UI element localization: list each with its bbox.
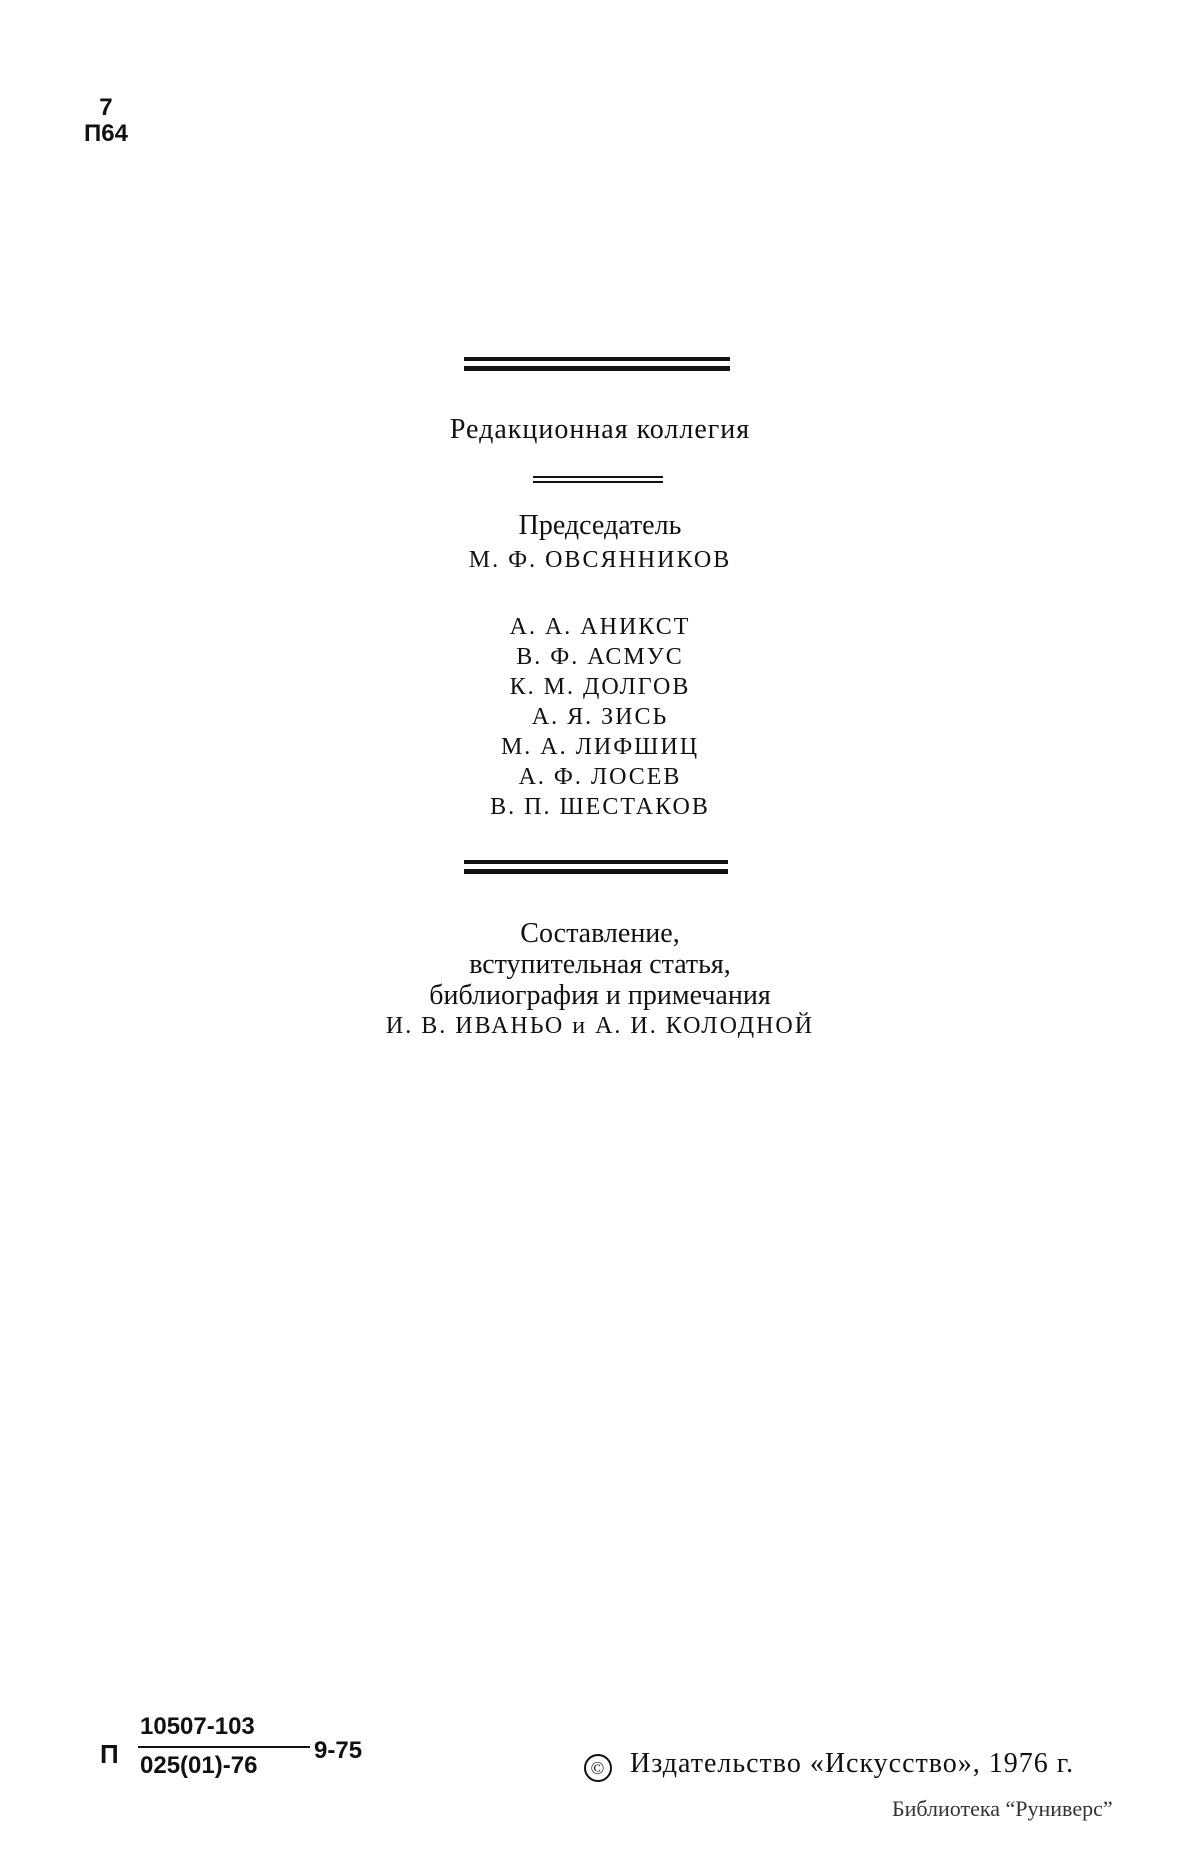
publication-code-fraction-line — [138, 1746, 310, 1748]
copyright-icon: © — [584, 1754, 612, 1782]
classification-line-1: 7 — [99, 94, 113, 121]
chairman-label: Председатель — [518, 510, 682, 541]
publication-code-numerator: 10507-103 — [140, 1713, 255, 1740]
board-members-list — [0, 612, 1200, 822]
chairman-name: М. Ф. ОВСЯННИКОВ — [468, 547, 732, 573]
compilation-authors: И. В. ИВАНЬО и А. И. КОЛОДНОЙ — [385, 1013, 815, 1039]
compilation-line-3: библиография и примечания — [429, 980, 771, 1011]
small-divider-rule — [533, 476, 663, 483]
publication-code-letter: П — [100, 1739, 119, 1769]
compilation-credits — [0, 918, 1200, 1042]
board-member: А. Ф. ЛОСЕВ — [518, 764, 682, 790]
classification-line-2: П64 — [84, 120, 128, 147]
publication-code-denominator: 025(01)-76 — [140, 1752, 258, 1779]
middle-double-rule — [464, 860, 728, 874]
board-member: К. М. ДОЛГОВ — [509, 674, 691, 700]
top-double-rule — [464, 357, 730, 371]
compilation-line-2: вступительная статья, — [469, 949, 731, 980]
compilation-line-1: Составление, — [520, 918, 680, 949]
board-member: В. П. ШЕСТАКОВ — [490, 794, 710, 820]
publication-code-suffix: 9-75 — [314, 1737, 363, 1764]
classification-code — [84, 95, 128, 147]
copyright-text: Издательство «Искусство», 1976 г. — [630, 1748, 1075, 1779]
copyright-notice — [584, 1748, 1074, 1782]
board-member: М. А. ЛИФШИЦ — [500, 734, 700, 760]
board-member: А. Я. ЗИСЬ — [531, 704, 669, 730]
library-stamp: Библиотека “Руниверс” — [892, 1796, 1113, 1821]
board-member: В. Ф. АСМУС — [516, 644, 684, 670]
editorial-board-title: Редакционная коллегия — [449, 414, 751, 445]
board-member: А. А. АНИКСТ — [509, 614, 691, 640]
